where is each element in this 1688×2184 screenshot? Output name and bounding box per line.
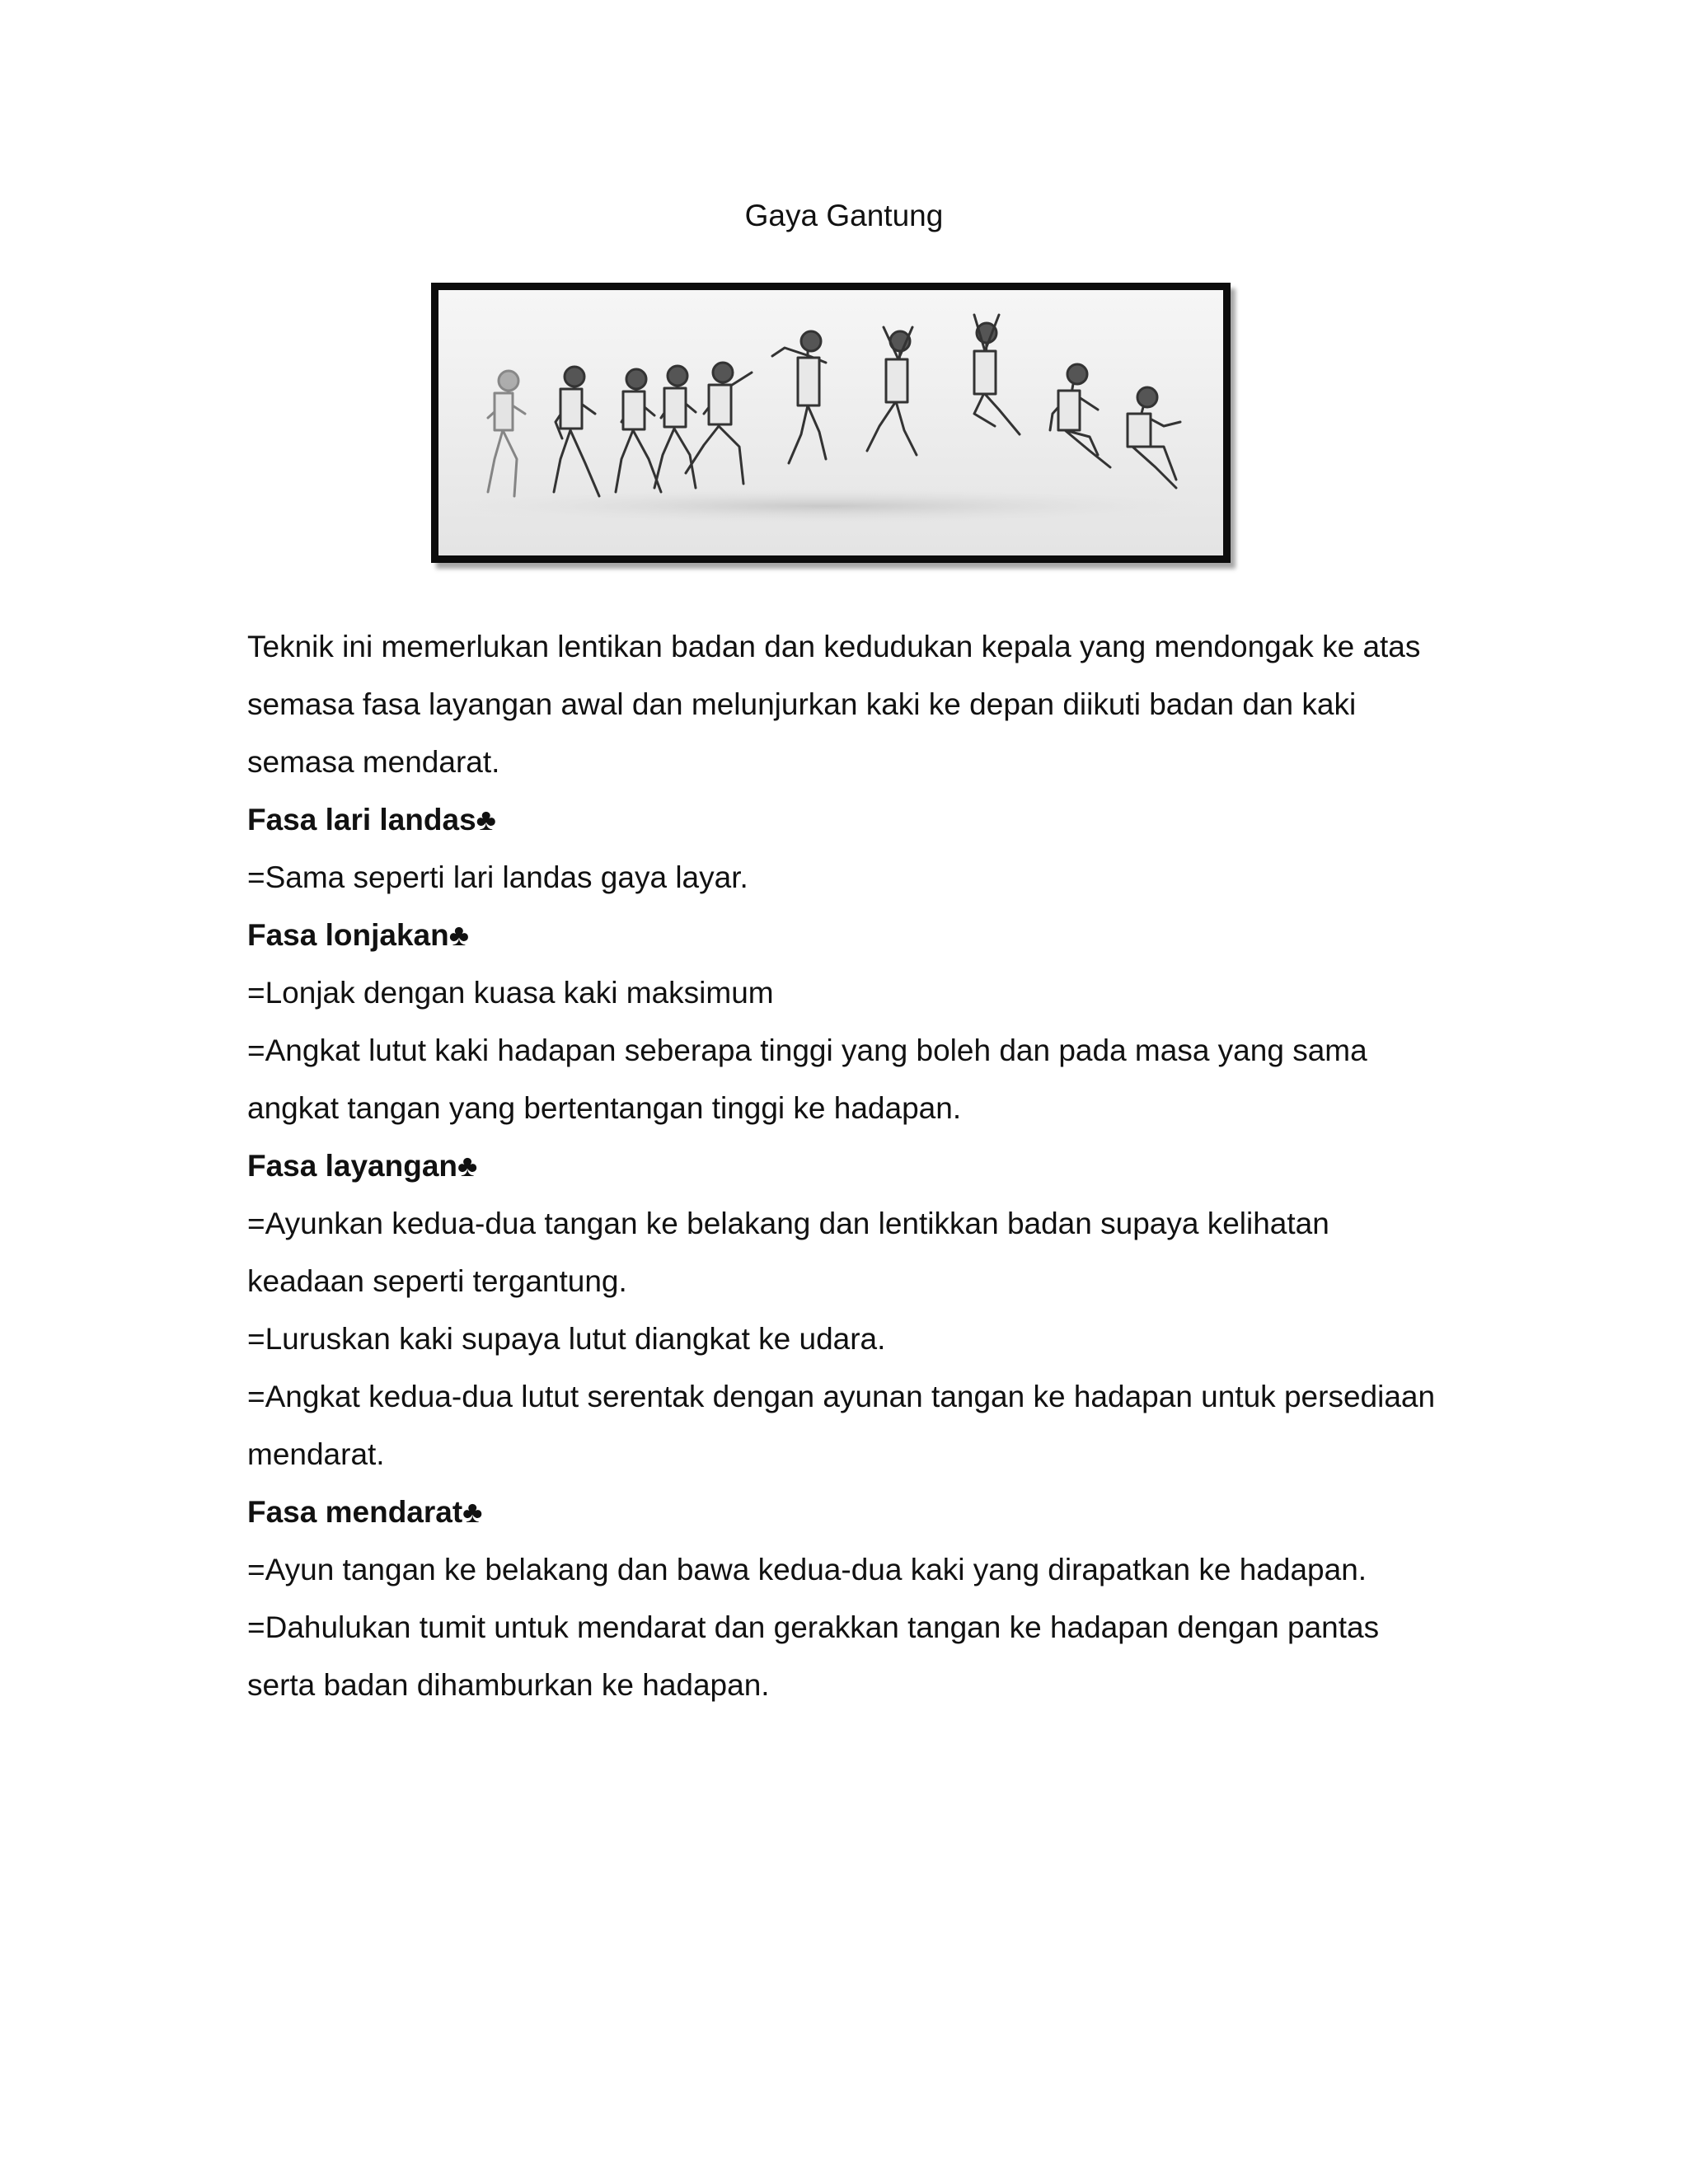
section-heading-layangan: Fasa layangan♣ [247, 1149, 478, 1183]
section-point: =Ayunkan kedua-dua tangan ke belakang dan lentikkan badan supaya kelihatan keadaan seperti tergantung. [247, 1207, 1329, 1298]
section-point: =Sama seperti lari landas gaya layar. [247, 860, 748, 894]
club-icon: ♣ [462, 1495, 483, 1529]
section-point: =Lonjak dengan kuasa kaki maksimum [247, 976, 774, 1010]
section-heading-lonjakan: Fasa lonjakan♣ [247, 918, 469, 952]
section-point: =Angkat kedua-dua lutut serentak dengan ayunan tangan ke hadapan untuk persediaan mendarat. [247, 1380, 1436, 1471]
club-icon: ♣ [476, 803, 496, 837]
section-heading-mendarat: Fasa mendarat♣ [247, 1495, 483, 1529]
page-title: Gaya Gantung [744, 199, 944, 232]
club-icon: ♣ [448, 918, 469, 952]
section-point: =Dahulukan tumit untuk mendarat dan gerakkan tangan ke hadapan dengan pantas serta badan dihamburkan ke hadapan. [247, 1610, 1380, 1702]
section-point: =Ayun tangan ke belakang dan bawa kedua-dua kaki yang dirapatkan ke hadapan. [247, 1553, 1367, 1586]
section-heading-lari-landas: Fasa lari landas♣ [247, 803, 496, 837]
long-jump-sequence-icon [438, 290, 1223, 555]
content-body [247, 618, 1442, 1714]
section-point: =Angkat lutut kaki hadapan seberapa tinggi yang boleh dan pada masa yang sama angkat tangan yang bertentangan tinggi ke hadapan. [247, 1033, 1367, 1125]
club-icon: ♣ [457, 1149, 478, 1183]
long-jump-figure [431, 283, 1231, 563]
section-point: =Luruskan kaki supaya lutut diangkat ke udara. [247, 1322, 886, 1356]
intro-paragraph: Teknik ini memerlukan lentikan badan dan kedudukan kepala yang mendongak ke atas semasa fasa layangan awal dan melunjurkan kaki ke depan diikuti badan dan kaki semasa mendarat. [247, 630, 1421, 779]
